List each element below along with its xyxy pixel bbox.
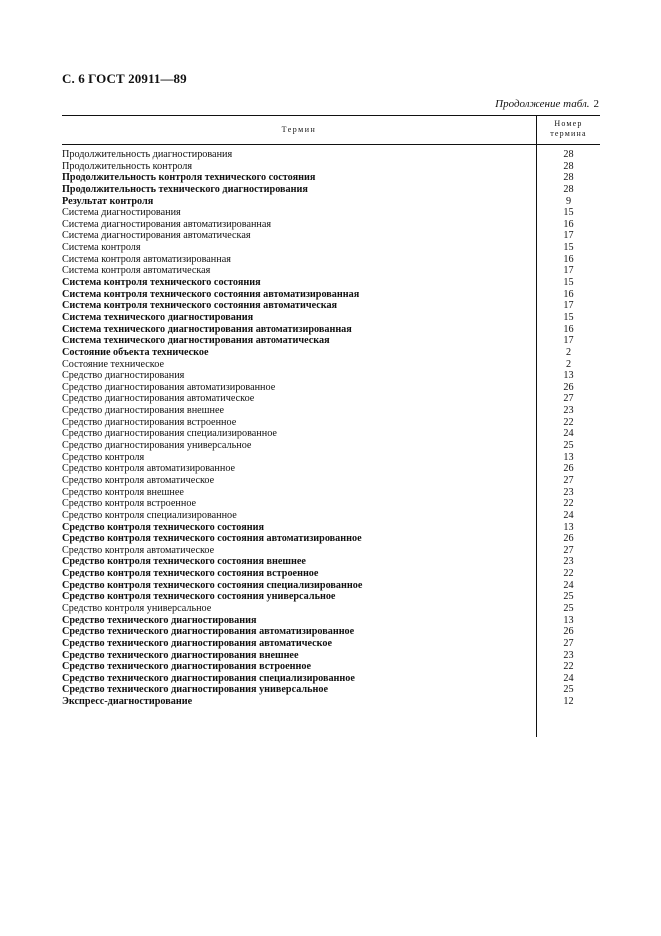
table-row — [62, 184, 600, 196]
term-number-cell: 24 — [563, 672, 574, 684]
continuation-text: Продолжение табл. — [495, 98, 590, 110]
page-header: С. 6 ГОСТ 20911—89 — [62, 71, 187, 86]
term-cell: Продолжительность технического диагностирования — [62, 183, 308, 195]
term-cell: Средство контроля автоматическое — [62, 544, 215, 556]
term-number-cell: 12 — [563, 696, 574, 708]
term-cell: Средство контроля технического состояния специализированное — [62, 579, 363, 591]
term-number-cell: 28 — [563, 149, 574, 160]
column-header-term: Термин — [281, 125, 317, 134]
term-number-cell: 26 — [563, 463, 574, 475]
table-row — [62, 324, 600, 336]
term-cell: Средство диагностирования специализированное — [62, 428, 277, 440]
table-row — [62, 463, 600, 475]
table-row — [62, 452, 600, 464]
term-number-cell: 13 — [563, 521, 574, 533]
term-cell: Средство контроля — [62, 451, 145, 463]
term-cell: Продолжительность контроля — [62, 160, 193, 172]
term-number-cell: 24 — [563, 579, 574, 591]
term-number-cell: 28 — [563, 172, 574, 184]
table-row — [62, 591, 600, 603]
term-number-cell: 22 — [563, 416, 574, 428]
term-number-cell: 16 — [563, 253, 574, 265]
table-row — [62, 522, 600, 534]
term-cell: Средство контроля внешнее — [62, 486, 184, 498]
term-number-cell: 17 — [563, 265, 574, 277]
term-cell: Средство контроля технического состояния — [62, 521, 264, 533]
term-number-cell: 22 — [563, 661, 574, 673]
term-number-cell: 23 — [563, 405, 574, 417]
term-cell: Система контроля технического состояния автоматизированная — [62, 288, 360, 300]
term-number-cell: 24 — [563, 509, 574, 521]
term-cell: Средство технического диагностирования специализированное — [62, 672, 355, 684]
term-cell: Система технического диагностирования автоматическая — [62, 335, 330, 347]
term-cell: Средство технического диагностирования встроенное — [62, 661, 311, 673]
table-row — [62, 370, 600, 382]
table-row — [62, 428, 600, 440]
table-row — [62, 312, 600, 324]
term-cell: Средство контроля специализированное — [62, 509, 237, 521]
table-row — [62, 510, 600, 522]
table-row — [62, 498, 600, 510]
table-body — [62, 149, 600, 708]
term-number-cell: 9 — [565, 195, 572, 207]
term-number-cell: 28 — [563, 183, 574, 195]
table-row — [62, 393, 600, 405]
table-row — [62, 289, 600, 301]
term-number-cell: 23 — [563, 486, 574, 498]
term-cell: Средство контроля универсальное — [62, 602, 212, 614]
table-row — [62, 615, 600, 627]
table-row — [62, 673, 600, 685]
term-cell: Средство диагностирования — [62, 370, 185, 382]
table-row — [62, 417, 600, 429]
term-cell: Средство диагностирования автоматическое — [62, 393, 255, 405]
term-cell: Средство диагностирования внешнее — [62, 405, 225, 417]
table-row — [62, 196, 600, 208]
table-row — [62, 149, 600, 161]
column-header-number-line2: термина — [550, 129, 587, 138]
term-number-cell: 28 — [563, 160, 574, 172]
table-row — [62, 603, 600, 615]
term-cell: Продолжительность диагностирования — [62, 149, 233, 160]
table-row — [62, 230, 600, 242]
table-row — [62, 300, 600, 312]
term-number-cell: 13 — [563, 451, 574, 463]
term-number-cell: 22 — [563, 568, 574, 580]
term-number-cell: 15 — [563, 311, 574, 323]
term-cell: Средство контроля автоматизированное — [62, 463, 236, 475]
table-row — [62, 580, 600, 592]
term-cell: Система технического диагностирования автоматизированная — [62, 323, 352, 335]
term-number-cell: 25 — [563, 602, 574, 614]
table-row — [62, 650, 600, 662]
term-cell: Состояние техническое — [62, 358, 164, 370]
term-number-cell: 13 — [563, 370, 574, 382]
term-number-cell: 13 — [563, 614, 574, 626]
table-row — [62, 638, 600, 650]
table-row — [62, 487, 600, 499]
term-cell: Система контроля автоматическая — [62, 265, 211, 277]
term-cell: Система диагностирования — [62, 207, 181, 219]
term-number-cell: 22 — [563, 498, 574, 510]
term-cell: Продолжительность контроля технического состояния — [62, 172, 316, 184]
table-row — [62, 533, 600, 545]
term-number-cell: 27 — [563, 393, 574, 405]
table-header-rule — [62, 144, 600, 145]
term-cell: Экспресс-диагностирование — [62, 696, 193, 708]
term-cell: Средство контроля технического состояния встроенное — [62, 568, 319, 580]
table-row — [62, 207, 600, 219]
table-row — [62, 475, 600, 487]
term-cell: Средство контроля встроенное — [62, 498, 197, 510]
term-cell: Средство контроля технического состояния внешнее — [62, 556, 306, 568]
term-number-cell: 26 — [563, 533, 574, 545]
column-header-number-line1: Номер — [554, 119, 583, 128]
term-number-cell: 17 — [563, 335, 574, 347]
table-row — [62, 219, 600, 231]
table-row — [62, 172, 600, 184]
term-cell: Результат контроля — [62, 195, 154, 207]
term-cell: Система контроля автоматизированная — [62, 253, 231, 265]
table-row — [62, 696, 600, 708]
term-number-cell: 25 — [563, 684, 574, 696]
table-row — [62, 661, 600, 673]
table-row — [62, 277, 600, 289]
term-number-cell: 27 — [563, 474, 574, 486]
term-number-cell: 15 — [563, 207, 574, 219]
term-cell: Средство контроля технического состояния автоматизированное — [62, 533, 362, 545]
term-number-cell: 2 — [565, 358, 572, 370]
term-cell: Состояние объекта техническое — [62, 346, 209, 358]
table-row — [62, 556, 600, 568]
table-row — [62, 242, 600, 254]
term-cell: Система технического диагностирования — [62, 311, 254, 323]
term-number-cell: 26 — [563, 381, 574, 393]
column-header-number — [537, 119, 600, 139]
term-number-cell: 24 — [563, 428, 574, 440]
table-row — [62, 626, 600, 638]
table-row — [62, 254, 600, 266]
term-number-cell: 16 — [563, 323, 574, 335]
term-number-cell: 27 — [563, 637, 574, 649]
term-cell: Средство диагностирования автоматизированное — [62, 381, 276, 393]
term-cell: Средство технического диагностирования — [62, 614, 257, 626]
table-row — [62, 684, 600, 696]
table-row — [62, 568, 600, 580]
term-cell: Средство контроля технического состояния универсальное — [62, 591, 336, 603]
table-row — [62, 440, 600, 452]
term-cell: Средство диагностирования встроенное — [62, 416, 237, 428]
table-top-rule — [62, 115, 600, 116]
term-number-cell: 15 — [563, 277, 574, 289]
term-number-cell: 25 — [563, 440, 574, 452]
term-number-cell: 16 — [563, 288, 574, 300]
table-row — [62, 161, 600, 173]
term-cell: Система диагностирования автоматизированная — [62, 218, 272, 230]
term-number-cell: 16 — [563, 218, 574, 230]
term-number-cell: 27 — [563, 544, 574, 556]
term-cell: Средство технического диагностирования автоматизированное — [62, 626, 355, 638]
table-row — [62, 359, 600, 371]
continuation-label — [495, 98, 599, 110]
continuation-table-number: 2 — [593, 98, 599, 110]
term-cell: Система контроля технического состояния — [62, 277, 261, 289]
term-cell: Средство контроля автоматическое — [62, 474, 215, 486]
term-number-cell: 26 — [563, 626, 574, 638]
term-cell: Система диагностирования автоматическая — [62, 230, 251, 242]
term-number-cell: 17 — [563, 230, 574, 242]
term-number-cell: 23 — [563, 556, 574, 568]
term-number-cell: 2 — [565, 346, 572, 358]
table-row — [62, 335, 600, 347]
term-number-cell: 15 — [563, 242, 574, 254]
table-row — [62, 382, 600, 394]
term-number-cell: 23 — [563, 649, 574, 661]
table-row — [62, 265, 600, 277]
term-cell: Средство технического диагностирования автоматическое — [62, 637, 333, 649]
term-number-cell: 17 — [563, 300, 574, 312]
term-cell: Средство технического диагностирования универсальное — [62, 684, 329, 696]
term-cell: Система контроля технического состояния автоматическая — [62, 300, 338, 312]
term-cell: Средство технического диагностирования внешнее — [62, 649, 299, 661]
table-row — [62, 545, 600, 557]
term-cell: Система контроля — [62, 242, 141, 254]
term-cell: Средство диагностирования универсальное — [62, 440, 252, 452]
table-row — [62, 405, 600, 417]
term-number-cell: 25 — [563, 591, 574, 603]
table-row — [62, 347, 600, 359]
